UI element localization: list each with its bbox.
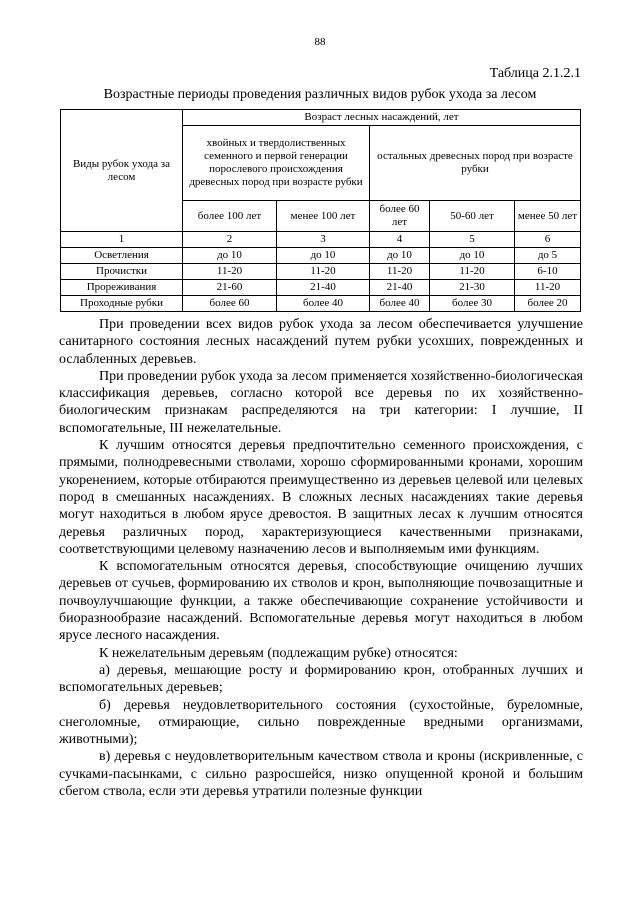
column-number: 1 — [61, 232, 183, 248]
paragraph: К лучшим относятся деревья предпочтительно семенного происхождения, с прямыми, полнодревесными стволами, хорошо сформированными кронами, хорошим укоренением, которые отбираются преимущественно из деревьев целевой или целевых пород в смешанных насаждениях. В сложных лесных насаждениях такие деревья могут находиться в любом ярусе древостоя. В защитных лесах к лучшим относятся деревья различных пород, характеризующиеся качественными признаками, соответствующими целевому назначению лесов и выполняемым ими функциям. — [59, 438, 583, 557]
table-cell: 21-40 — [370, 280, 430, 296]
table-cell: 11-20 — [430, 264, 515, 280]
paragraph: К нежелательным деревьям (подлежащим рубке) относятся: — [99, 645, 458, 661]
header-group-other: остальных древесных пород при возрасте рубки — [370, 126, 581, 201]
table-cell: до 10 — [183, 248, 277, 264]
table-label: Таблица 2.1.2.1 — [489, 66, 581, 81]
table-cell: Прочистки — [61, 264, 183, 280]
table-row — [61, 248, 581, 264]
header-types: Виды рубок ухода за лесом — [61, 110, 183, 232]
age-periods-table — [60, 109, 581, 312]
column-number: 5 — [430, 232, 515, 248]
column-number: 3 — [277, 232, 370, 248]
subheader-cell: менее 100 лет — [277, 201, 370, 232]
table-row — [61, 280, 581, 296]
paragraph: а) деревья, мешающие росту и формированию крон, отобранных лучших и вспомогательных деревьев; — [59, 662, 583, 696]
table-cell: 21-40 — [277, 280, 370, 296]
table-cell: более 60 — [183, 296, 277, 312]
table-cell: 21-60 — [183, 280, 277, 296]
header-group-conifer: хвойных и твердолиственных семенного и первой генерации порослевого происхождения древесных пород при возрасте рубки — [183, 126, 370, 201]
table-title: Возрастные периоды проведения различных видов рубок ухода за лесом — [103, 87, 537, 102]
table-cell: 6-10 — [515, 264, 581, 280]
table-cell: Осветления — [61, 248, 183, 264]
table-cell: до 10 — [370, 248, 430, 264]
table-cell: Проходные рубки — [61, 296, 183, 312]
subheader-cell: более 100 лет — [183, 201, 277, 232]
subheader-cell: менее 50 лет — [515, 201, 581, 232]
table-cell: Прореживания — [61, 280, 183, 296]
paragraph: б) деревья неудовлетворительного состояния (сухостойные, буреломные, снеголомные, отмирающие, сильно поврежденные вредными организмами, животными); — [59, 697, 583, 748]
paragraph: К вспомогательным относятся деревья, способствующие очищению лучших деревьев от сучьев, формированию их стволов и крон, выполняющие почвозащитные и почвоулучшающие функции, а также обеспечивающие сохранение устойчивости и биоразнообразие насаждений. Вспомогательные деревья могут находиться в любом ярусе лесного насаждения. — [59, 559, 583, 644]
column-number: 2 — [183, 232, 277, 248]
table-cell: более 40 — [277, 296, 370, 312]
table-cell: до 5 — [515, 248, 581, 264]
table-row — [61, 296, 581, 312]
subheader-cell: 50-60 лет — [430, 201, 515, 232]
page-number: 88 — [314, 36, 326, 48]
column-number: 6 — [515, 232, 581, 248]
table-cell: более 20 — [515, 296, 581, 312]
column-number-row — [61, 232, 581, 248]
paragraph: в) деревья с неудовлетворительным качеством ствола и кроны (искривленные, с сучками-пасынками, с сильно разросшейся, низко опущенной кроной и большим сбегом ствола, если эти деревья утратили полезные функции — [59, 749, 583, 800]
table-cell: более 40 — [370, 296, 430, 312]
table-cell: 11-20 — [183, 264, 277, 280]
table-cell: 21-30 — [430, 280, 515, 296]
table-cell: 11-20 — [277, 264, 370, 280]
paragraph: При проведении рубок ухода за лесом применяется хозяйственно-биологическая классификация деревьев, согласно которой все деревья по их хозяйственно-биологическим признакам распределяются на три категории: I лучшие, II вспомогательные, III нежелательные. — [59, 368, 583, 436]
body-text — [59, 316, 583, 800]
header-age: Возраст лесных насаждений, лет — [183, 110, 581, 126]
table-cell: до 10 — [277, 248, 370, 264]
table-row — [61, 264, 581, 280]
table-cell: более 30 — [430, 296, 515, 312]
subheader-cell: более 60 лет — [370, 201, 430, 232]
table-cell: до 10 — [430, 248, 515, 264]
table-cell: 11-20 — [370, 264, 430, 280]
table-cell: 11-20 — [515, 280, 581, 296]
column-number: 4 — [370, 232, 430, 248]
paragraph: При проведении всех видов рубок ухода за лесом обеспечивается улучшение санитарного состояния лесных насаждений путем рубки усохших, поврежденных и ослабленных деревьев. — [59, 317, 583, 367]
